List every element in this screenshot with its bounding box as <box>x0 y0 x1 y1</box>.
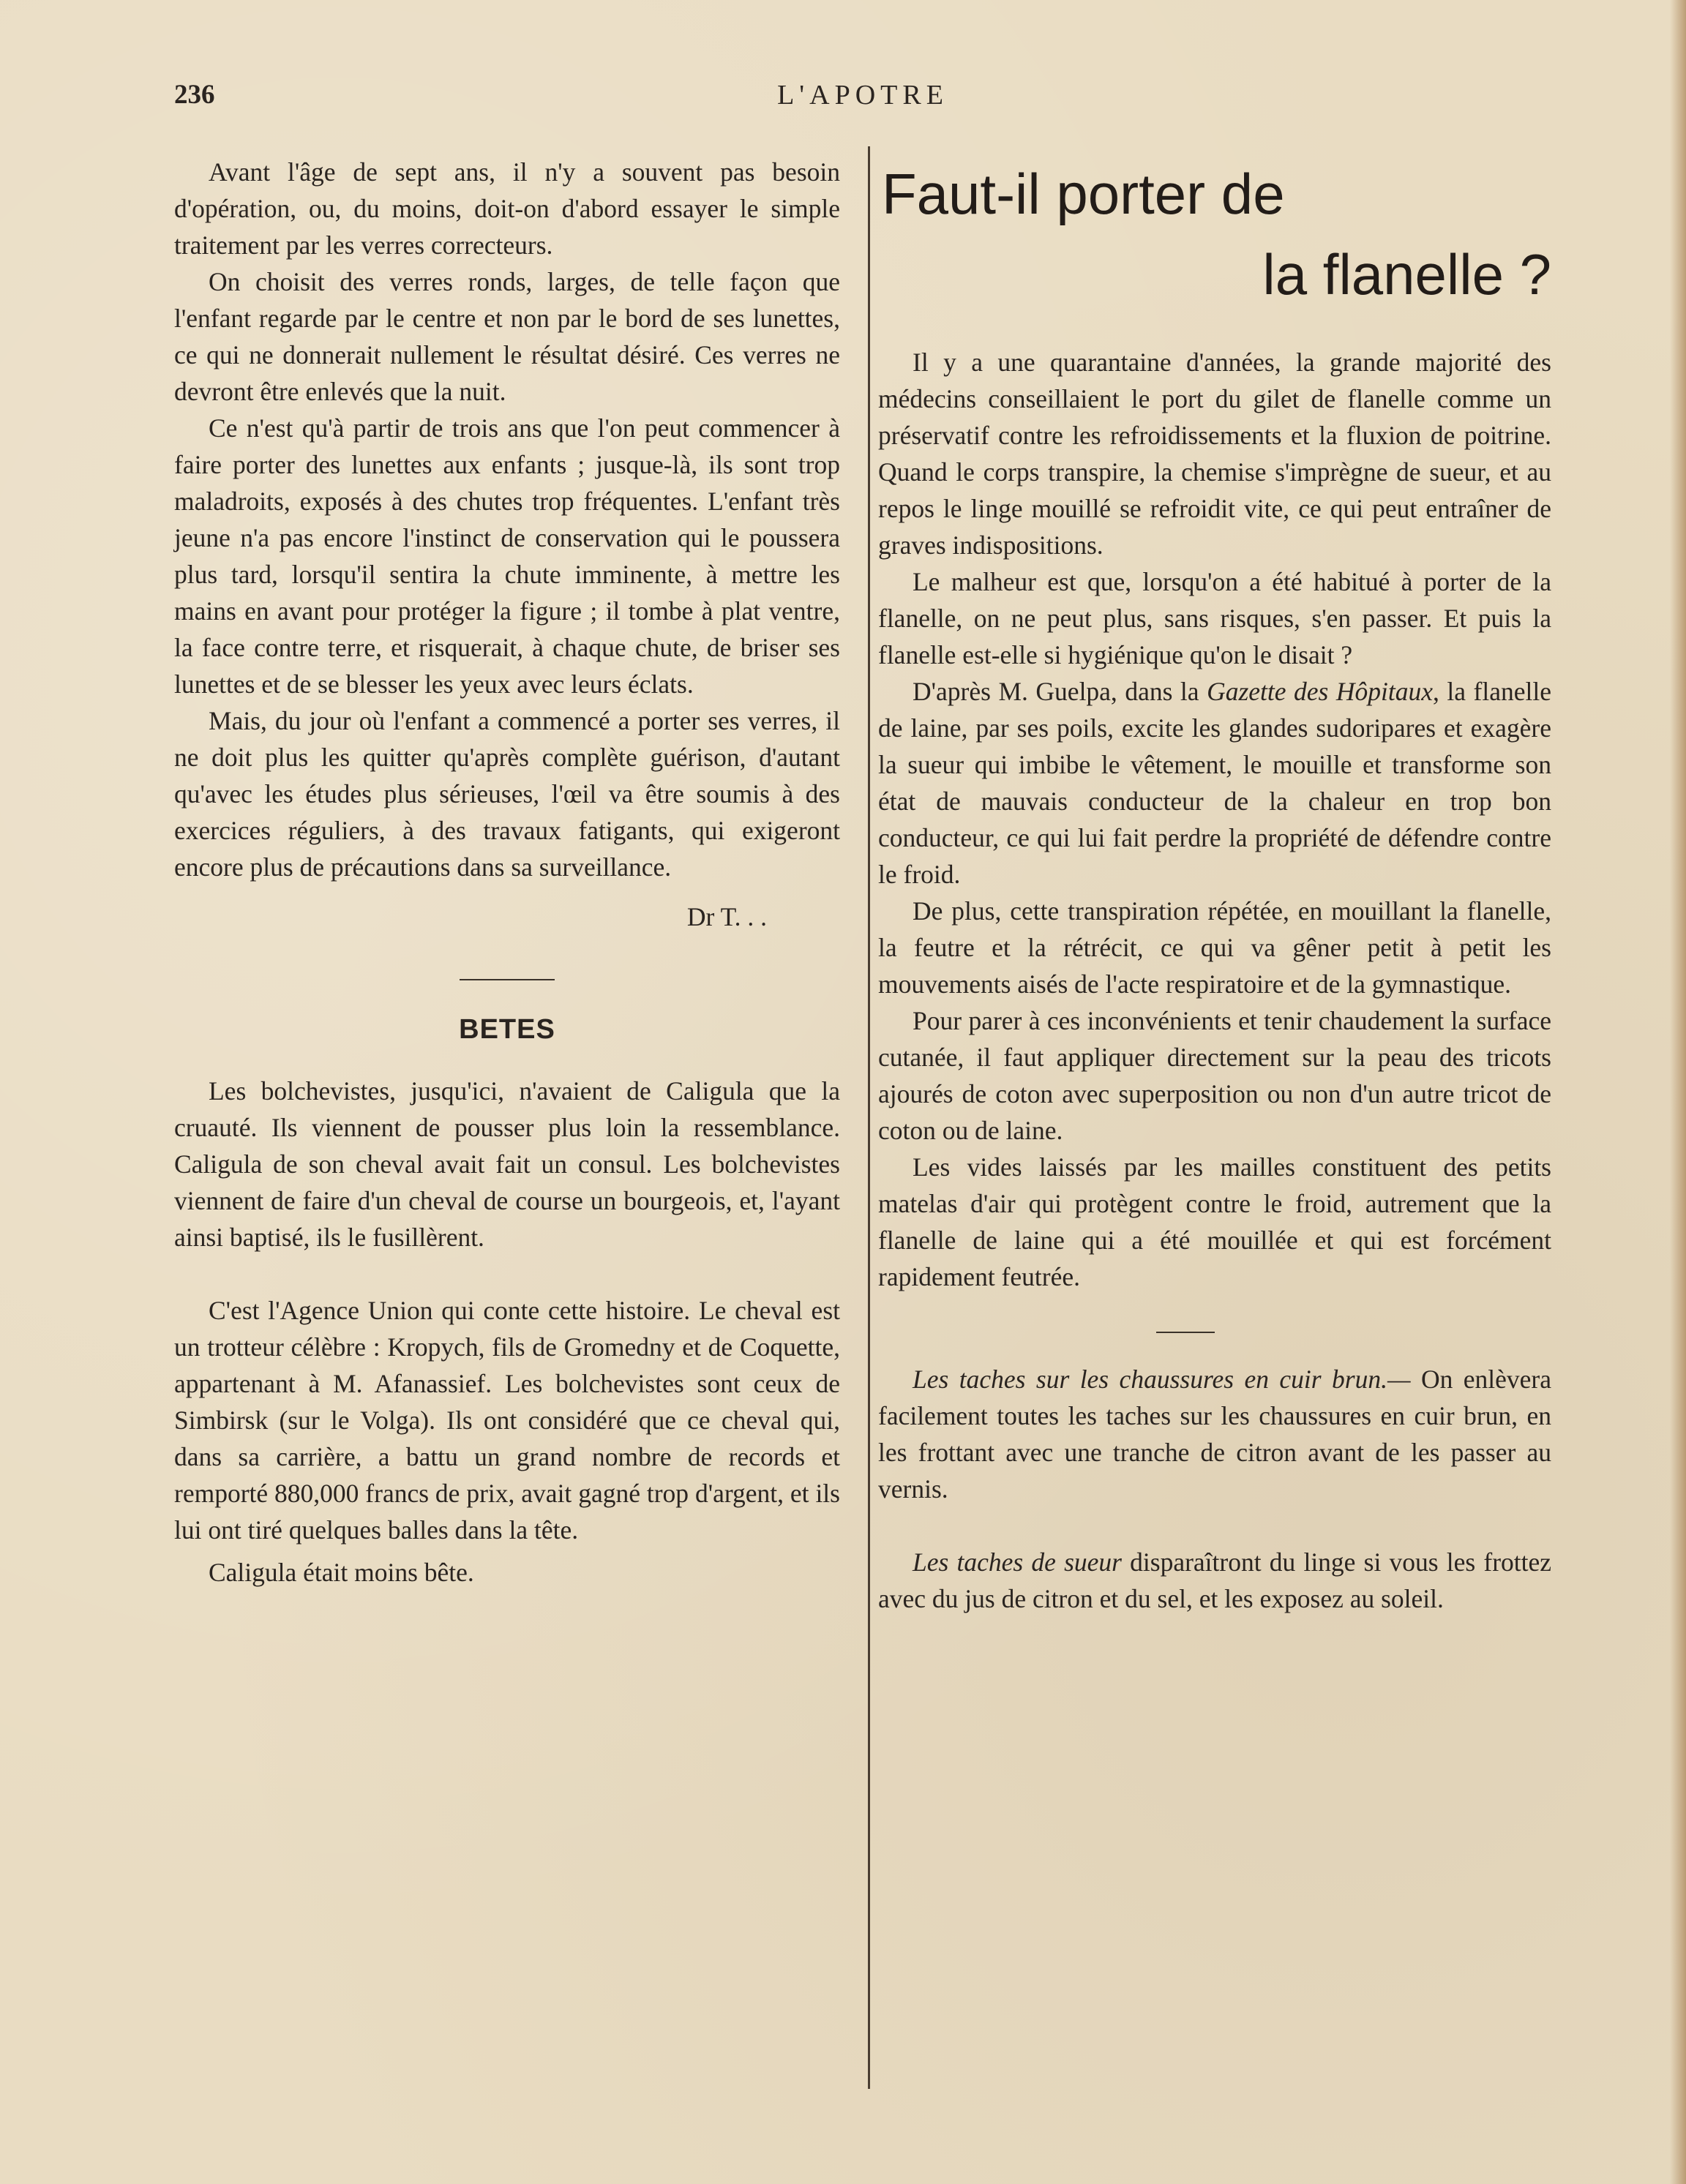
paragraph: De plus, cette transpiration répétée, en mouillant la flanelle, la feutre et la rétrécit, ce qui va gêner petit à petit les mouvements aisés de l'acte respiratoire et de la gymnastique. <box>878 896 1551 999</box>
page-edge-shadow <box>1670 0 1686 2184</box>
text-run: disparaîtront du linge si vous les frottez avec du jus de citron et du sel, et les exposez au soleil. <box>878 1547 1551 1613</box>
paragraph <box>878 673 1551 893</box>
paragraph: Mais, du jour où l'enfant a commencé a porter ses verres, il ne doit plus les quitter qu'après complète guérison, d'autant qu'avec les études plus sérieuses, l'œil va être soumis à des exercices réguliers, à des travaux fatigants, qui exigeront encore plus de précautions dans sa surveillance. <box>174 706 840 882</box>
paragraph: Les bolchevistes, jusqu'ici, n'avaient de Caligula que la cruauté. Ils viennent de pousser plus loin la ressemblance. Caligula de son cheval avait fait un consul. Les bolchevistes viennent de faire d'un cheval de course un bourgeois, et, l'ayant ainsi baptisé, ils le fusillèrent. <box>174 1076 840 1252</box>
section-separator <box>1156 1332 1215 1333</box>
paragraph: Caligula était moins bête. <box>209 1558 474 1587</box>
article-body <box>878 344 1551 1295</box>
paragraph: Avant l'âge de sept ans, il n'y a souvent pas besoin d'opération, ou, du moins, doit-on d'abord essayer le simple traitement par les verres correcteurs. <box>174 157 840 260</box>
journal-title: L'APOTRE <box>777 80 948 110</box>
household-tips <box>878 1361 1551 1617</box>
right-column <box>878 154 1551 1617</box>
article-signature: Dr T. . . <box>686 902 767 931</box>
tip-paragraph <box>878 1544 1551 1617</box>
text-run: , la flanelle de laine, par ses poils, excite les glandes sudoripares et exagère la sueur qui imbibe le vêtement, le mouille et transforme son état de mauvais conducteur de la chaleur en trop bon conducteur, ce qui lui fait perdre la propriété de défendre contre le froid. <box>878 677 1551 889</box>
spacer <box>174 1548 840 1554</box>
tip-heading: Les taches sur les chaussures en cuir brun.— <box>913 1365 1411 1394</box>
running-header <box>174 79 1551 116</box>
publication-title: Gazette des Hôpitaux <box>1207 677 1434 706</box>
paragraph: Ce n'est qu'à partir de trois ans que l'on peut commencer à faire porter des lunettes aux enfants ; jusque-là, ils sont trop maladroits, exposés à des chutes trop fréquentes. L'enfant très jeune n'a pas encore l'instinct de conservation qui le poussera plus tard, lorsqu'il sentira la chute imminente, à mettre les mains en avant pour protéger la figure ; il tombe à plat ventre, la face contre terre, et risquerait, à chaque chute, de briser ses lunettes et de se blesser les yeux avec leurs éclats. <box>174 413 840 699</box>
section-title: BETES <box>459 1014 555 1045</box>
paragraph: Les vides laissés par les mailles constituent des petits matelas d'air qui protègent contre le froid, autrement que la flanelle de laine qui a été mouillée et qui est forcément rapidement feutrée. <box>878 1152 1551 1291</box>
headline-line-2: la flanelle ? <box>1262 242 1551 307</box>
paragraph: Il y a une quarantaine d'années, la grande majorité des médecins conseillaient le port du gilet de flanelle comme un préservatif contre les refroidissements et la fluxion de poitrine. Quand le corps transpire, la chemise s'imprègne de sueur, et au repos le linge mouillé se refroidit vite, ce qui peut entraîner de graves indispositions. <box>878 348 1551 560</box>
page-number: 236 <box>174 80 215 110</box>
text-run: On enlèvera facilement toutes les taches sur les chaussures en cuir brun, en les frottant avec une tranche de citron avant de les passer au vernis. <box>878 1365 1551 1504</box>
paragraph: On choisit des verres ronds, larges, de telle façon que l'enfant regarde par le centre et non par le bord de ses lunettes, ce qui ne donnerait nullement le résultat désiré. Ces verres ne devront être enlevés que la nuit. <box>174 267 840 406</box>
headline-line-1: Faut-il porter de <box>882 162 1285 226</box>
paragraph: Pour parer à ces inconvénients et tenir chaudement la surface cutanée, il faut appliquer directement sur la peau des tricots ajourés de coton avec superposition ou non d'un autre tricot de coton ou de laine. <box>878 1006 1551 1145</box>
tip-paragraph <box>878 1361 1551 1507</box>
paragraph: C'est l'Agence Union qui conte cette histoire. Le cheval est un trotteur célèbre : Kropych, fils de Gromedny et de Coquette, appartenant à M. Afanassief. Les bolchevistes sont ceux de Simbirsk (sur le Volga). Ils ont considéré que ce cheval qui, dans sa carrière, a battu un grand nombre de records et remporté 880,000 francs de prix, avait gagné trop d'argent, et ils lui ont tiré quelques balles dans la tête. <box>174 1296 840 1545</box>
spacer <box>174 1256 840 1292</box>
column-divider <box>868 146 870 2089</box>
section-separator <box>460 979 555 980</box>
tip-heading: Les taches de sueur <box>913 1547 1122 1577</box>
spacer <box>878 1507 1551 1544</box>
paragraph: Le malheur est que, lorsqu'on a été habitué à porter de la flanelle, on ne peut plus, sans risques, s'en passer. Et puis la flanelle est-elle si hygiénique qu'on le disait ? <box>878 567 1551 669</box>
left-column <box>174 154 840 1591</box>
article-headline <box>878 154 1551 315</box>
text-run: D'après M. Guelpa, dans la <box>913 677 1207 706</box>
